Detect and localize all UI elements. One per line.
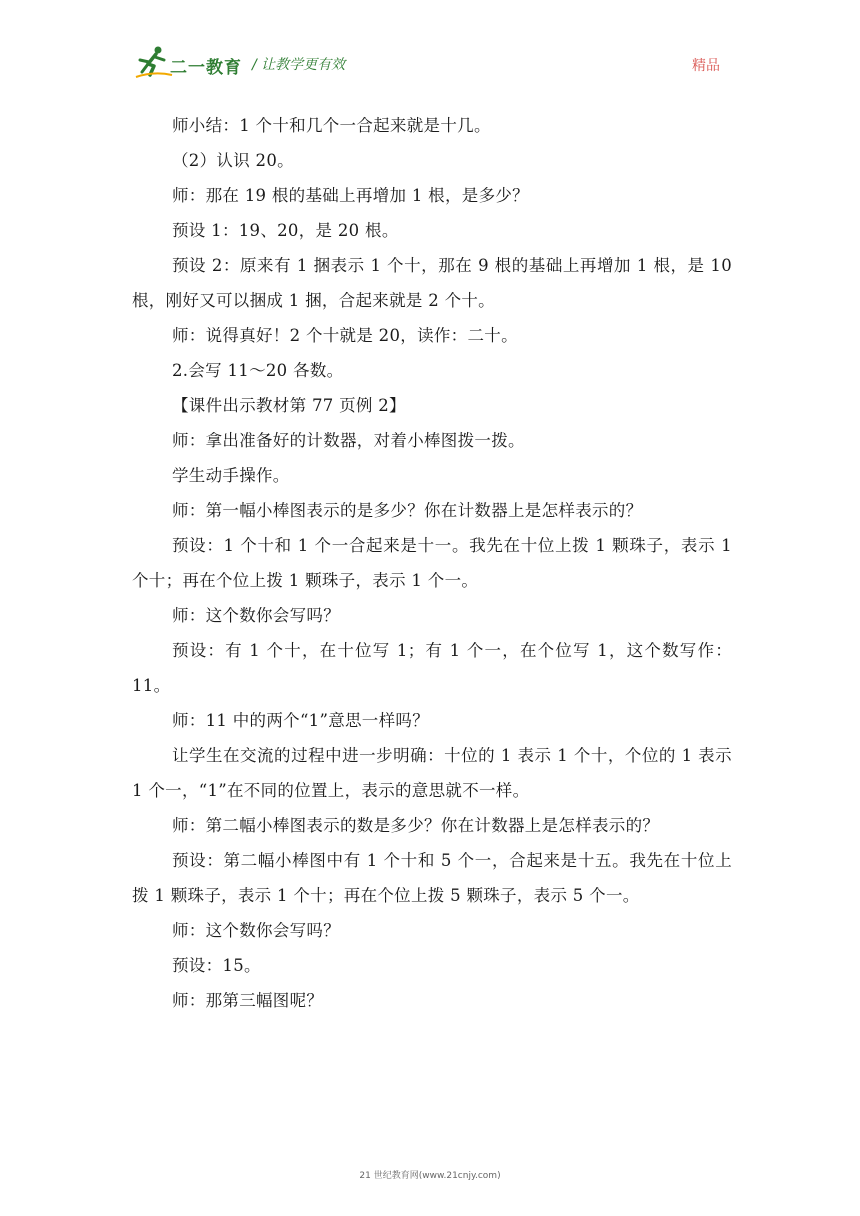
paragraph: 预设 1：19、20，是 20 根。	[172, 221, 399, 240]
paragraph: 2.会写 11～20 各数。	[172, 361, 344, 380]
paragraph: 预设 2：原来有 1 捆表示 1 个十，那在 9 根的基础上再增加 1 根，是 10 根，刚好又可以捆成 1 捆，合起来就是 2 个十。	[132, 256, 732, 310]
page-header	[0, 0, 860, 100]
paragraph: 预设：1 个十和 1 个一合起来是十一。我先在十位上拨 1 颗珠子，表示 1 个十；再在个位上拨 1 颗珠子，表示 1 个一。	[132, 536, 732, 590]
paragraph: 师：这个数你会写吗？	[172, 606, 340, 625]
paragraph: 【课件出示教材第 77 页例 2】	[172, 396, 406, 415]
logo-text: 二一教育	[170, 58, 242, 78]
paragraph: 师：拿出准备好的计数器，对着小棒图拨一拨。	[172, 431, 525, 450]
paragraph: 师：第二幅小棒图表示的数是多少？你在计数器上是怎样表示的？	[172, 816, 660, 835]
paragraph: 预设：第二幅小棒图中有 1 个十和 5 个一，合起来是十五。我先在十位上拨 1 颗珠子，表示 1 个十；再在个位上拨 5 颗珠子，表示 5 个一。	[132, 851, 732, 905]
runner-logo-icon	[134, 44, 174, 80]
paragraph: 预设：有 1 个十，在十位写 1；有 1 个一，在个位写 1，这个数写作：11。	[132, 641, 732, 695]
paragraph: （2）认识 20。	[172, 151, 294, 170]
paragraph: 师小结：1 个十和几个一合起来就是十几。	[172, 116, 491, 135]
paragraph: 师：那第三幅图呢？	[172, 991, 324, 1010]
paragraph: 师：11 中的两个“1”意思一样吗？	[172, 711, 430, 730]
paragraph: 师：说得真好！2 个十就是 20，读作：二十。	[172, 326, 518, 345]
paragraph: 学生动手操作。	[172, 466, 290, 485]
page-footer: 21 世纪教育网(www.21cnjy.com)	[359, 1171, 501, 1181]
paragraph: 预设：15。	[172, 956, 261, 975]
paragraph: 让学生在交流的过程中进一步明确：十位的 1 表示 1 个十，个位的 1 表示 1 个一，“1”在不同的位置上，表示的意思就不一样。	[132, 746, 732, 800]
paragraph: 师：这个数你会写吗？	[172, 921, 340, 940]
document-body	[132, 108, 732, 1018]
paragraph: 师：那在 19 根的基础上再增加 1 根，是多少？	[172, 186, 529, 205]
header-slogan: / 让教学更有效	[252, 57, 346, 73]
quality-badge: 精品	[692, 58, 720, 74]
paragraph: 师：第一幅小棒图表示的是多少？你在计数器上是怎样表示的？	[172, 501, 643, 520]
